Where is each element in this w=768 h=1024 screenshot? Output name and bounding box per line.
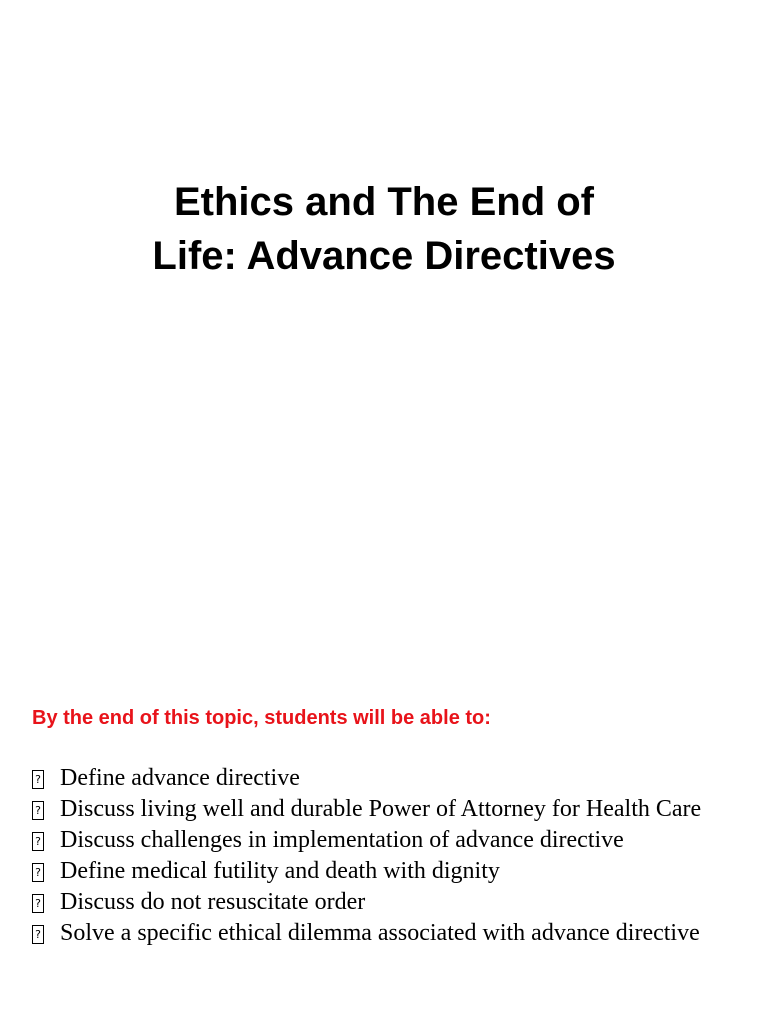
missing-glyph-icon: ? <box>32 832 44 851</box>
list-item-text: Discuss challenges in implementation of advance directive <box>60 827 624 853</box>
list-item <box>30 887 730 918</box>
missing-glyph-icon: ? <box>32 925 44 944</box>
list-item-text: Define medical futility and death with dignity <box>60 858 500 884</box>
list-item-text: Discuss living well and durable Power of Attorney for Health Care <box>60 796 702 822</box>
objectives-heading: By the end of this topic, students will be able to: <box>32 707 491 729</box>
page-title-line-1: Ethics and The End of <box>173 180 595 224</box>
page-title <box>0 175 768 283</box>
list-item <box>30 794 730 825</box>
missing-glyph-icon: ? <box>32 801 44 820</box>
missing-glyph-icon: ? <box>32 863 44 882</box>
missing-glyph-icon: ? <box>32 894 44 913</box>
list-item <box>30 918 730 949</box>
list-item-text: Solve a specific ethical dilemma associated with advance directive <box>60 920 700 946</box>
list-item <box>30 856 730 887</box>
list-item <box>30 825 730 856</box>
page-title-line-2: Life: Advance Directives <box>152 234 616 278</box>
missing-glyph-icon: ? <box>32 770 44 789</box>
list-item-text: Define advance directive <box>60 765 300 791</box>
list-item-text: Discuss do not resuscitate order <box>60 889 366 915</box>
list-item <box>30 763 730 794</box>
objectives-list <box>30 763 730 949</box>
